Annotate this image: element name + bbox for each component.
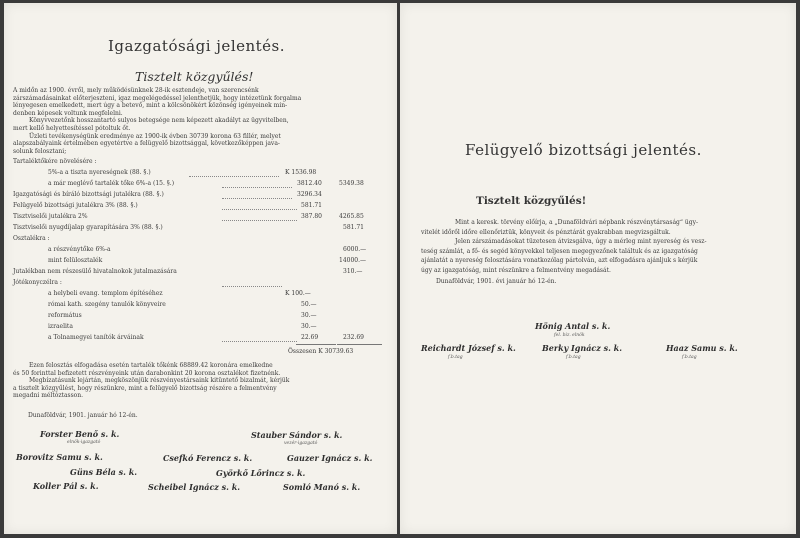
ledger-row-total: 6000.— xyxy=(343,246,367,253)
intro-line: mert kellő helyettesítéssel pótoltuk őt. xyxy=(13,124,131,132)
signature: Stauber Sándor s. k. xyxy=(251,430,343,440)
ledger-row-total: 581.71 xyxy=(343,224,364,231)
ledger-row-total: 14000.— xyxy=(339,257,366,264)
dotted-leader xyxy=(222,209,297,210)
ledger-row-total: 5349.38 xyxy=(339,180,364,187)
ledger-row-label: Jótékonyczélra : xyxy=(13,279,62,286)
ledger-row-label: 5%-a a tiszta nyereségnek (88. §.) xyxy=(48,169,151,176)
closing-line: Megbízatásunk lejártán, megköszönjük részvényestársaink kitüntető bizalmát, kérjük xyxy=(29,377,290,385)
ledger-row-label: Jutalékban nem részesülő hivatalnokok jutalmazására xyxy=(13,268,177,275)
report-title: Felügyelő bizottsági jelentés. xyxy=(465,141,702,159)
body-paragraph xyxy=(421,218,706,276)
date-line: Dunaföldvár, 1901. január hó 12-én. xyxy=(28,412,138,419)
greeting: Tisztelt közgyűlés! xyxy=(135,69,254,84)
signature: Borovitz Samu s. k. xyxy=(16,452,103,462)
right-page xyxy=(400,3,796,534)
dotted-leader xyxy=(222,286,282,287)
signature: Scheibel Ignácz s. k. xyxy=(148,482,241,492)
dotted-leader xyxy=(222,187,292,188)
ledger-row-label: izraelita xyxy=(48,323,73,330)
ledger-row-amount: 3812.40 xyxy=(297,180,322,187)
closing-line: Ezen felosztás elfogadása esetén tartalék tőkénk 68889.42 koronára emelkedne xyxy=(29,362,273,369)
signature-role: f.b.tag xyxy=(448,355,463,360)
ledger-row-amount: 3296.34 xyxy=(297,191,322,198)
closing-line: és 50 forinttal befizetett részvényeink után darabonkint 20 korona osztalékot fizetnénk. xyxy=(13,369,281,377)
date-line: Dunaföldvár, 1901. évi január hó 12-én. xyxy=(436,278,557,285)
ledger-row-amount: 22.69 xyxy=(301,334,319,341)
signature: Csefkó Ferencz s. k. xyxy=(163,453,253,463)
intro-paragraph xyxy=(13,87,301,155)
signature-role: elnök-igazgató xyxy=(67,440,101,445)
closing-line: a tisztelt közgyűlést, hogy részünkre, mint a felügyelő bizottság részére a felmentvény xyxy=(13,384,277,392)
ledger-row-label: Osztalékra : xyxy=(13,235,50,242)
ledger-row-label: Igazgatósági és bíráló bizottsági jutalékra (88. §.) xyxy=(13,191,164,198)
signature: Haaz Samu s. k. xyxy=(666,343,738,353)
greeting: Tisztelt közgyűlés! xyxy=(476,195,587,207)
ledger-row-label: a helybeli evang. templom építéséhez xyxy=(48,290,163,297)
signature-role: f.b.tag xyxy=(566,355,581,360)
signature: Forster Benő s. k. xyxy=(40,429,120,439)
intro-line: Könyvvezetőnk hosszantartó sulyos betegsége nem képezett akadályt az ügyvitelben, xyxy=(29,117,289,125)
signature: Györkő Lőrincz s. k. xyxy=(216,468,306,478)
signature-role: vezér-igazgató xyxy=(284,441,318,446)
closing-paragraph xyxy=(13,362,289,400)
signature: Berky Ignácz s. k. xyxy=(542,343,622,353)
body-line: Jelen zárszámadásokat tüzetesen átvizsgálva, úgy a mérleg mint nyereség és vesz- xyxy=(455,238,707,246)
ledger-row-amount: 30.— xyxy=(301,323,317,330)
dotted-leader xyxy=(222,220,297,221)
intro-line: denben képesek voltunk megfelelni. xyxy=(13,109,123,117)
ledger-row-amount: 50.— xyxy=(301,301,317,308)
ledger-row-amount: 30.— xyxy=(301,312,317,319)
body-line: Mint a keresk. törvény előírja, a „Dunaföldvári népbank részvénytársaság“ ügy- xyxy=(455,219,698,226)
signature: Reichardt József s. k. xyxy=(421,343,516,353)
intro-line: lényegesen emelkedett, mert úgy a betevő, mint a kölcsönökért közönség igényeinek min- xyxy=(13,102,288,110)
ledger-row-label: Felügyelő bizottsági jutalékra 3% (88. §.) xyxy=(13,202,138,209)
intro-line: A midőn az 1900. évről, mely működésünknek 28-ik esztendeje, van szerencsénk xyxy=(13,87,259,94)
ledger-row-total: 4265.85 xyxy=(339,213,364,220)
signature: Koller Pál s. k. xyxy=(33,481,99,491)
ledger-row-amount: K 100.— xyxy=(285,290,311,297)
intro-line: alapszabályaink értelmében egyetértve a felügyelő bizottsággal, következőképpen java- xyxy=(13,140,280,148)
ledger-sum: Összesen K 30739.63 xyxy=(288,348,354,355)
closing-line: megadni méltóztasson. xyxy=(13,392,84,400)
sum-rule xyxy=(296,344,336,345)
signature: Güns Béla s. k. xyxy=(70,467,138,477)
body-line: ajánlatát a nyereség felosztására vonatkozólag pártolván, azt elfogadásra ajánljuk s kérjük xyxy=(421,257,698,265)
report-title: Igazgatósági jelentés. xyxy=(108,37,286,55)
intro-line: solunk felosztani; xyxy=(13,147,67,155)
ledger-row-label: református xyxy=(48,312,82,319)
ledger-row-label: Tisztviselői jutalékra 2% xyxy=(13,213,88,220)
sum-rule xyxy=(337,344,382,345)
ledger-row-label: a részvénytőke 6%-a xyxy=(48,246,111,253)
signature: Hönig Antal s. k. xyxy=(535,321,611,331)
signature: Somló Manó s. k. xyxy=(283,482,361,492)
ledger-row-label: Tartaléktőkére növelésére : xyxy=(13,158,97,165)
ledger-row-label: a már meglévő tartalék tőke 6%-a (15. §.) xyxy=(48,180,175,187)
ledger-row-label: a Tolnamegyei tanítók árváinak xyxy=(48,334,144,341)
ledger-row-total: 310.— xyxy=(343,268,363,275)
ledger-row-label: római kath. szegény tanulók könyveire xyxy=(48,301,166,308)
ledger-row-amount: 387.80 xyxy=(301,213,322,220)
dotted-leader xyxy=(189,176,279,177)
body-line: teség számlát, a fő- és segéd könyvekkel teljesen megegyezőnek találtuk és az igazgatóság xyxy=(421,247,698,255)
signature: Gauzer Ignácz s. k. xyxy=(287,453,373,463)
signature-role: fel. biz. elnök xyxy=(554,333,585,338)
intro-line: zárszámadásainkat előterjeszteni, igaz megelégedéssel jelenthetjük, hogy intézetünk forgalma xyxy=(13,94,302,102)
signature-role: f.b.tag xyxy=(682,355,697,360)
dotted-leader xyxy=(222,341,297,342)
ledger-row-amount: 581.71 xyxy=(301,202,322,209)
dotted-leader xyxy=(222,198,292,199)
ledger-row-total: 232.69 xyxy=(343,334,364,341)
intro-line: Üzleti tevékenységünk eredménye az 1900-ik évben 30739 korona 63 fillér, melyet xyxy=(29,132,281,140)
ledger-row-label: Tisztviselői nyugdíjalap gyarapítására 3% (88. §.) xyxy=(13,224,163,231)
body-line: úgy az igazgatóság, mint részünkre a felmentvény megadását. xyxy=(421,266,611,274)
ledger-row-amount: K 1536.98 xyxy=(285,169,317,176)
ledger-row-label: mint felülosztalék xyxy=(48,257,103,264)
left-page xyxy=(4,3,397,534)
body-line: vitelét időről időre ellenőriztük, könyveit és pénztárát gyakrabban megvizsgáltuk. xyxy=(421,228,671,236)
